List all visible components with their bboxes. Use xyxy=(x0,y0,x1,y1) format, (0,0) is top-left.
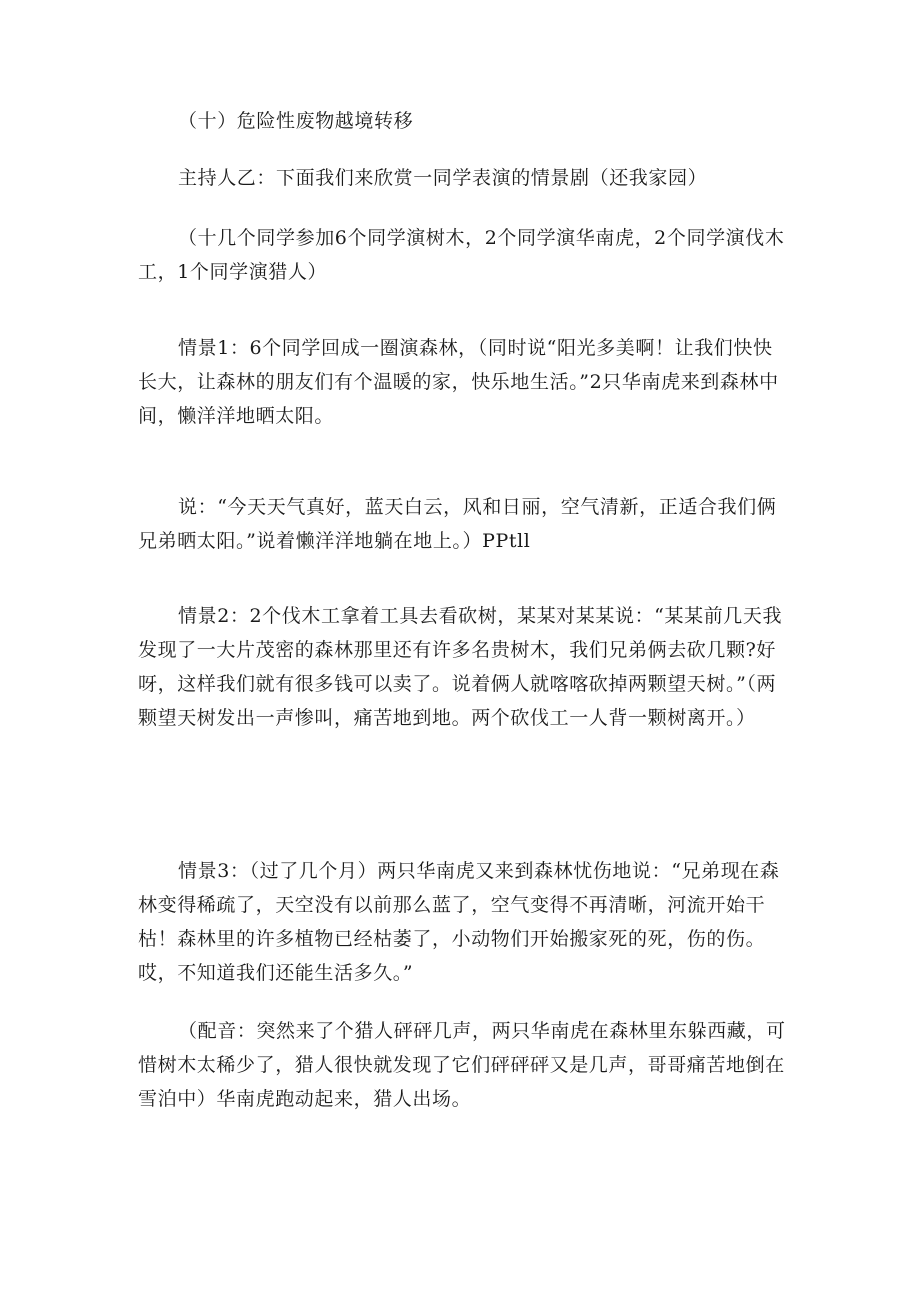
section-heading: （十）危险性废物越境转移 xyxy=(178,110,414,132)
scene-2-paragraph: 情景2：2个伐木工拿着工具去看砍树，某某对某某说：“某某前几天我发现了一大片茂密的森林那里还有许多名贵树木，我们兄弟俩去砍几颗?好呀，这样我们就有很多钱可以卖了。说着俩人就喀喀砍掉两颗望天树。”（两颗望天树发出一声惨叫，痛苦地到地。两个砍伐工一人背一颗树离开。） xyxy=(138,605,783,729)
scene-3-paragraph: 情景3：（过了几个月）两只华南虎又来到森林忧伤地说：“兄弟现在森林变得稀疏了，天空没有以前那么蓝了，空气变得不再清晰，河流开始干枯！森林里的许多植物已经枯萎了，小动物们开始搬家死的死，伤的伤。哎，不知道我们还能生活多久。” xyxy=(138,860,780,984)
voiceover-paragraph: （配音：突然来了个猎人砰砰几声，两只华南虎在森林里东躲西藏，可惜树木太稀少了，猎人很快就发现了它们砰砰砰又是几声，哥哥痛苦地倒在雪泊中）华南虎跑动起来，猎人出场。 xyxy=(138,1020,786,1110)
cast-note: （十几个同学参加6个同学演树木，2个同学演华南虎，2个同学演伐木工，1个同学演猎人） xyxy=(138,227,785,283)
scene-1-paragraph: 情景1：6个同学回成一圈演森林，（同时说“阳光多美啊！让我们快快长大，让森林的朋友们有个温暖的家，快乐地生活。”2只华南虎来到森林中间，懒洋洋地晒太阳。 xyxy=(138,337,779,427)
tiger-dialogue-paragraph: 说：“今天天气真好，蓝天白云，风和日丽，空气清新，正适合我们俩兄弟晒太阳。”说着懒洋洋地躺在地上。）PPtll xyxy=(138,496,777,552)
host-line: 主持人乙：下面我们来欣赏一同学表演的情景剧（还我家园） xyxy=(178,167,708,189)
